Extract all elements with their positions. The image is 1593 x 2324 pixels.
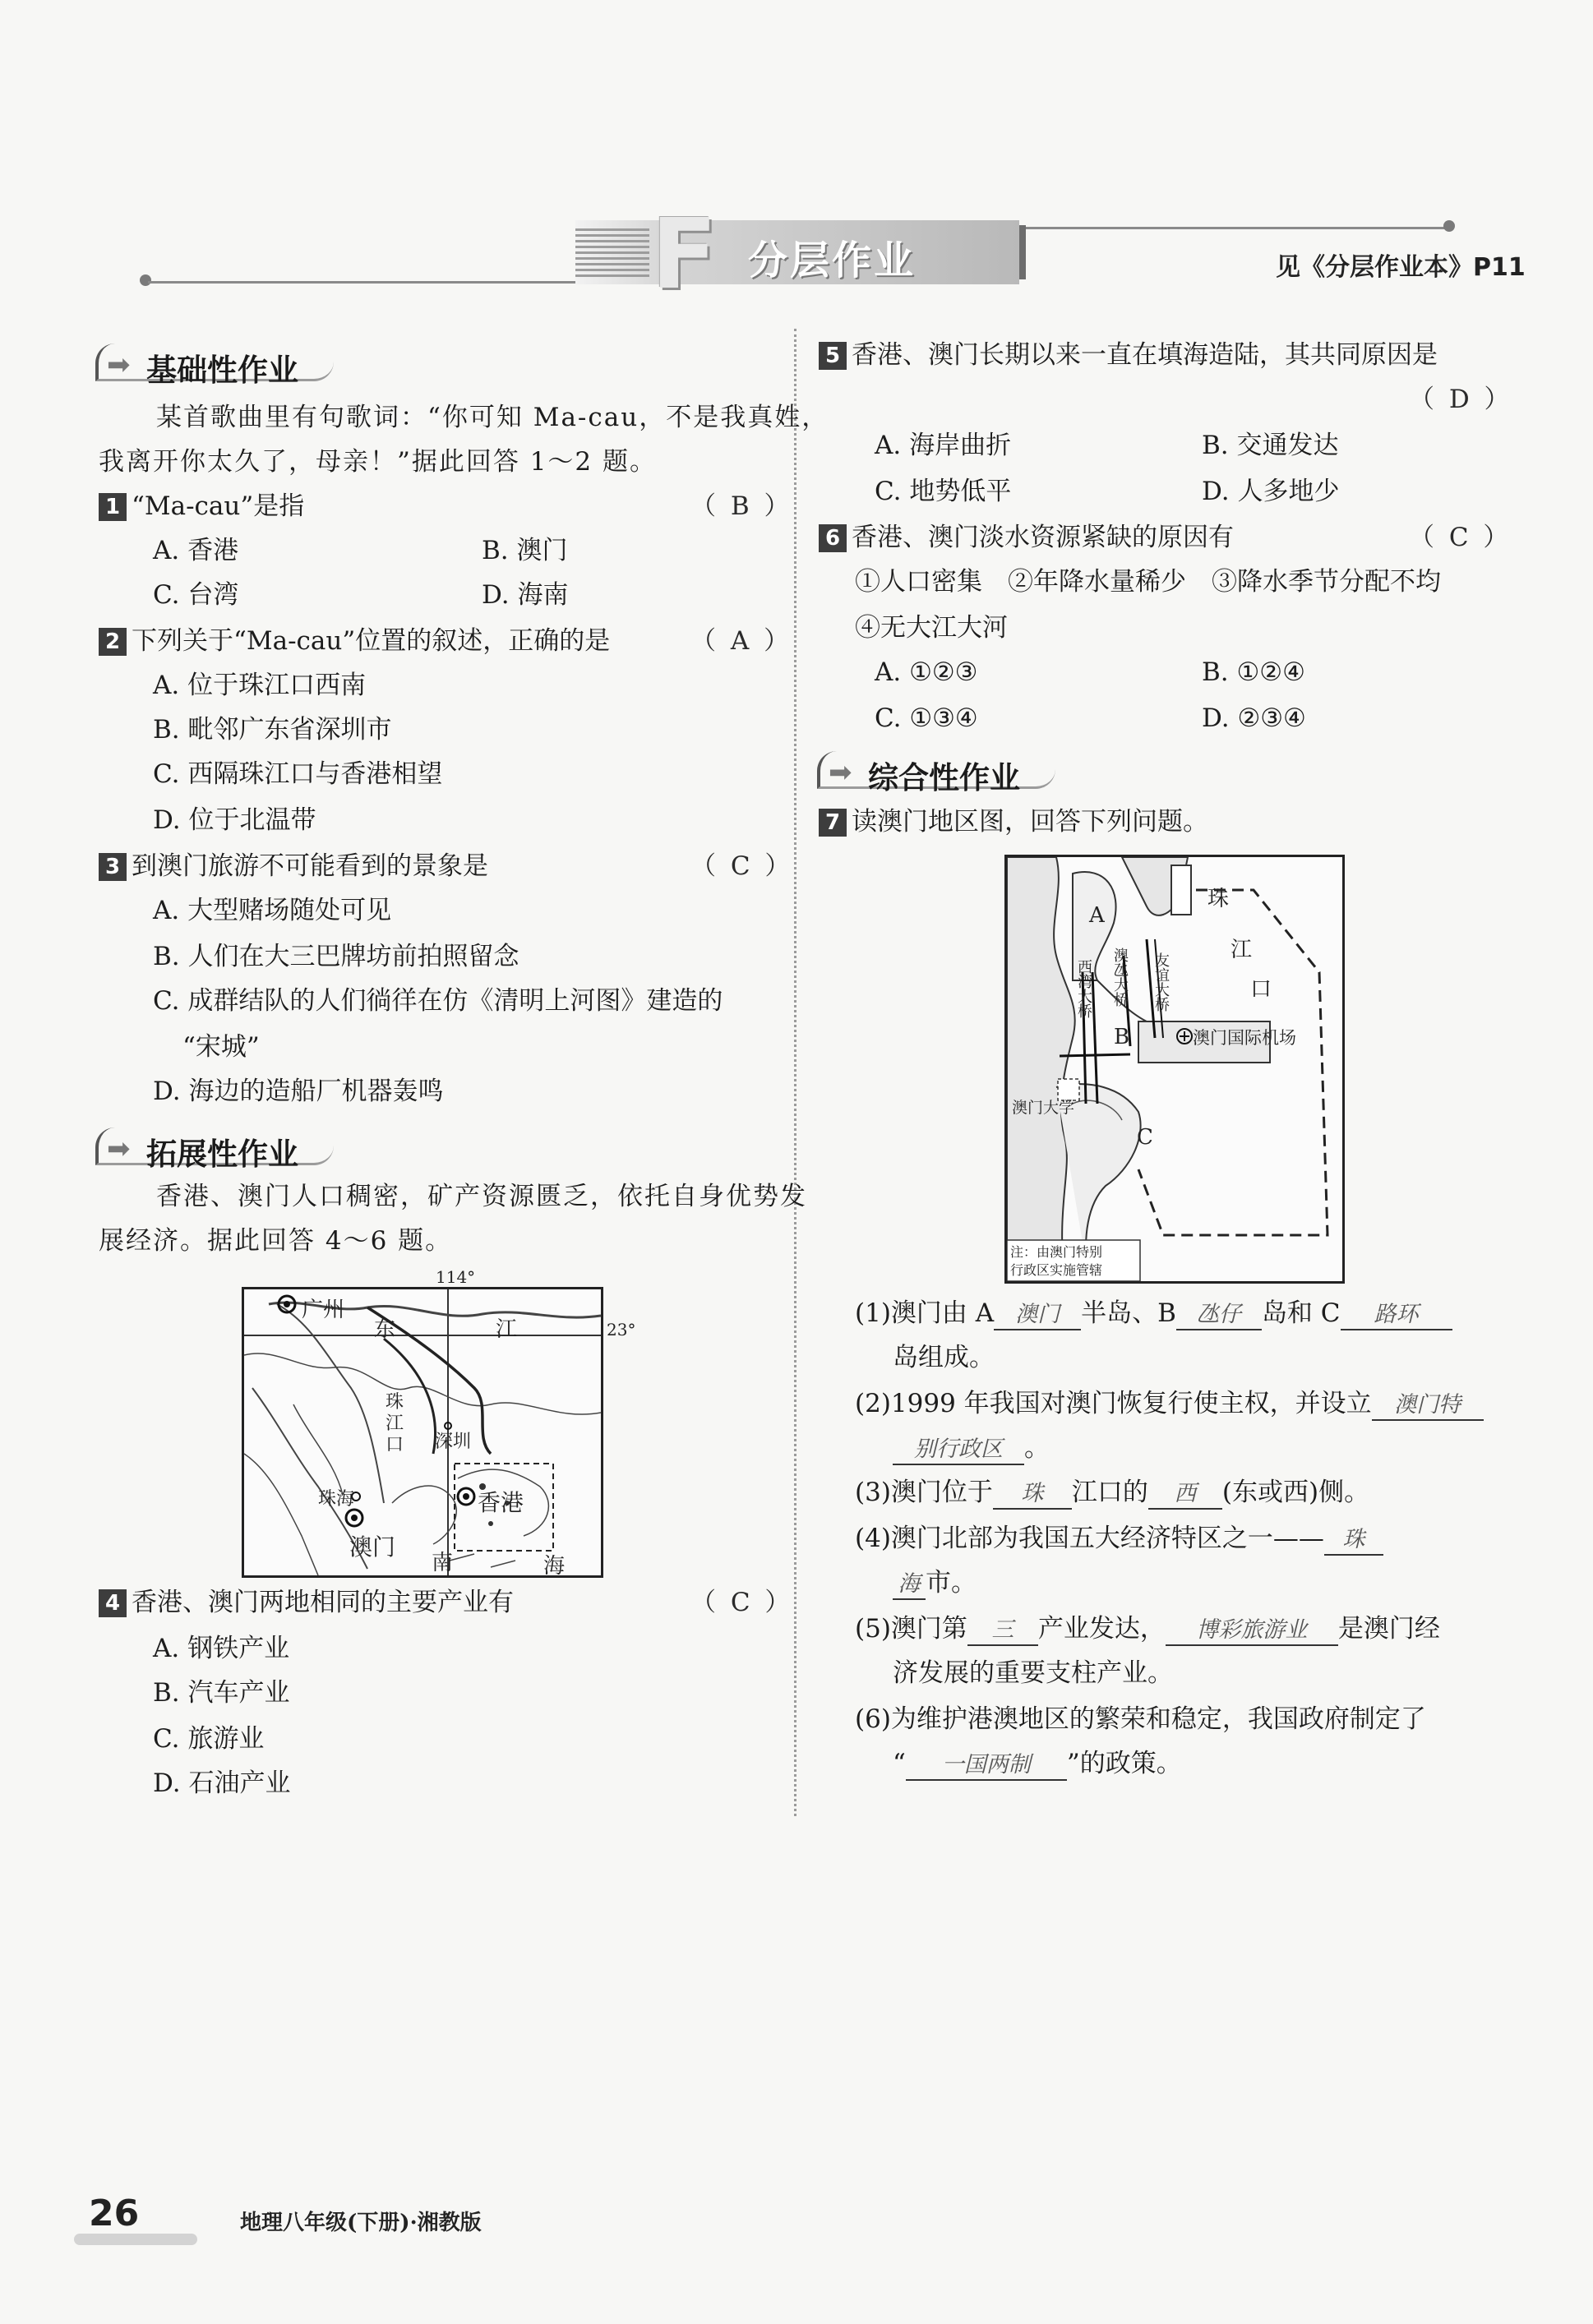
option: D. 海南 — [482, 580, 569, 610]
answer-blank: 博彩旅游业 — [1166, 1616, 1338, 1646]
option-continued: “宋城” — [182, 1032, 260, 1062]
option: C. 旅游业 — [153, 1724, 265, 1754]
section-label: 基础性作业 — [146, 353, 298, 388]
option: A. 香港 — [153, 536, 239, 565]
question-number: 7 — [819, 809, 847, 837]
text: “ — [893, 1749, 906, 1778]
question-answer: （ A ） — [690, 626, 793, 656]
question-5 — [819, 339, 1438, 371]
map-latitude-label: 23° — [607, 1320, 636, 1340]
question-stem: 香港、澳门长期以来一直在填海造陆，其共同原因是 — [852, 340, 1438, 370]
map-label-hongkong: 香港 — [478, 1489, 524, 1516]
arrow-icon: ➡ — [829, 756, 852, 789]
subquestion-4-cont — [893, 1566, 977, 1600]
banner-stripes — [575, 228, 649, 278]
option: D. ②③④ — [1202, 703, 1306, 733]
text: (3)澳门位于 — [855, 1478, 993, 1507]
question-6 — [819, 521, 1234, 554]
map-label-b: B — [1114, 1025, 1130, 1049]
answer-blank: 一国两制 — [906, 1751, 1067, 1781]
column-divider — [794, 329, 796, 1816]
book-title: 地理八年级(下册)·湘教版 — [240, 2211, 482, 2235]
question-stem: 下列关于“Ma-cau”位置的叙述，正确的是 — [132, 626, 611, 656]
map-label-guangzhou: 广州 — [302, 1298, 345, 1322]
header-banner — [575, 197, 1019, 311]
text: 。 — [1024, 1433, 1050, 1463]
intro-text-line: 香港、澳门人口稠密，矿产资源匮乏，依托自身优势发 — [156, 1182, 807, 1211]
text: 半岛、B — [1081, 1298, 1176, 1328]
text: (1)澳门由 A — [855, 1298, 995, 1328]
header-right-rule — [1023, 227, 1450, 229]
statement-list: ①人口密集 ②年降水量稀少 ③降水季节分配不均 — [855, 567, 1441, 597]
option: C. 地势低平 — [875, 477, 1012, 506]
text: 市。 — [926, 1568, 977, 1598]
option: A. 大型赌场随处可见 — [153, 896, 392, 925]
option: C. 台湾 — [153, 580, 239, 610]
question-number: 1 — [99, 493, 127, 521]
intro-text-line: 某首歌曲里有句歌词：“你可知 Ma-cau，不是我真姓， — [156, 403, 829, 432]
option: D. 位于北温带 — [153, 805, 316, 835]
subquestion-1 — [855, 1297, 1452, 1330]
answer-blank: 西 — [1148, 1480, 1222, 1510]
intro-text-line: 展经济。据此回答 4～6 题。 — [99, 1226, 453, 1256]
map-label-nan: 南 — [432, 1551, 454, 1575]
map-label-zhu: 珠 — [386, 1392, 404, 1413]
text: (4)澳门北部为我国五大经济特区之一—— — [855, 1524, 1324, 1553]
map-label-zhuhai: 珠海 — [318, 1489, 355, 1510]
macau-map — [1004, 855, 1345, 1284]
map-label-airport: 澳门国际机场 — [1193, 1028, 1296, 1048]
arrow-icon: ➡ — [107, 348, 131, 381]
question-stem: 到澳门旅游不可能看到的景象是 — [132, 851, 488, 881]
statement-list: ④无大江大河 — [855, 613, 1008, 643]
map-label-a: A — [1089, 903, 1105, 928]
text: ”的政策。 — [1066, 1749, 1182, 1778]
map-label-macau-taipa-bridge: 澳氹大桥 — [1111, 948, 1129, 1007]
question-answer: （ B ） — [690, 491, 793, 521]
answer-blank: 珠 — [1324, 1526, 1383, 1556]
section-extend — [95, 1121, 350, 1170]
map-label-jiang-2: 江 — [386, 1413, 404, 1434]
question-stem: 读澳门地区图，回答下列问题。 — [852, 807, 1208, 837]
banner-title: 分层作业 — [748, 237, 917, 284]
subquestion-5 — [855, 1612, 1440, 1646]
map-label-hai: 海 — [543, 1554, 566, 1579]
text: (5)澳门第 — [855, 1614, 967, 1644]
question-stem: 香港、澳门两地相同的主要产业有 — [132, 1588, 514, 1617]
option: B. 澳门 — [482, 536, 568, 565]
option: B. ①②④ — [1202, 657, 1305, 687]
section-label: 拓展性作业 — [146, 1137, 298, 1172]
map-label-dong: 东 — [374, 1317, 396, 1342]
question-number: 5 — [819, 342, 847, 370]
answer-blank: 氹仔 — [1176, 1301, 1262, 1330]
option: B. 人们在大三巴牌坊前拍照留念 — [153, 942, 519, 971]
answer-blank: 海 — [893, 1570, 926, 1600]
answer-blank: 路环 — [1341, 1301, 1452, 1330]
map-note-line: 注：由澳门特别 — [1010, 1244, 1103, 1260]
subquestion-3 — [855, 1476, 1369, 1510]
option: D. 人多地少 — [1202, 477, 1340, 506]
question-number: 4 — [99, 1589, 127, 1617]
map-label-kou: 口 — [386, 1435, 404, 1455]
banner-end-bar — [1019, 225, 1026, 279]
option: B. 汽车产业 — [153, 1678, 290, 1708]
option: A. 位于珠江口西南 — [153, 671, 367, 700]
map-label-sai-van-bridge: 西湾大桥 — [1075, 959, 1092, 1018]
question-stem: 香港、澳门淡水资源紧缺的原因有 — [852, 523, 1234, 552]
option: B. 毗邻广东省深圳市 — [153, 715, 392, 745]
question-answer: （ D ） — [1409, 385, 1513, 414]
answer-blank: 澳门特 — [1372, 1391, 1484, 1421]
map-label-jiang: 江 — [1231, 938, 1253, 962]
arrow-icon: ➡ — [107, 1132, 131, 1165]
map-label-zhu: 珠 — [1207, 887, 1230, 911]
text: 岛和 C — [1261, 1298, 1341, 1328]
section-basic — [95, 337, 350, 386]
question-4 — [99, 1586, 514, 1619]
map-label-kou: 口 — [1250, 977, 1272, 1002]
subquestion-6-cont — [893, 1747, 1182, 1781]
question-number: 3 — [99, 853, 127, 881]
header-left-dot — [140, 274, 151, 286]
subquestion-2 — [855, 1387, 1484, 1421]
subquestion-4 — [855, 1522, 1383, 1556]
intro-text-line: 我离开你太久了，母亲！”据此回答 1～2 题。 — [99, 447, 658, 477]
map-label-shenzhen: 深圳 — [435, 1432, 472, 1452]
map-label-university: 澳门大学 — [1012, 1099, 1075, 1117]
footer-band — [74, 2234, 197, 2245]
map-label-macau: 澳门 — [349, 1533, 396, 1561]
workbook-reference: 见《分层作业本》P11 — [1276, 253, 1526, 282]
text: 江口的 — [1071, 1478, 1148, 1507]
header-right-dot — [1443, 220, 1455, 232]
question-7 — [819, 805, 1208, 838]
page-number: 26 — [89, 2193, 140, 2234]
answer-blank: 澳门 — [994, 1301, 1081, 1330]
option: C. 西隔珠江口与香港相望 — [153, 759, 443, 789]
answer-blank: 珠 — [993, 1480, 1072, 1510]
pearl-river-delta-map — [242, 1287, 603, 1578]
question-number: 6 — [819, 524, 847, 552]
header-left-rule — [148, 281, 579, 284]
subquestion-6: (6)为维护港澳地区的繁荣和稳定，我国政府制定了 — [855, 1704, 1426, 1734]
subquestion-5-cont: 济发展的重要支柱产业。 — [893, 1658, 1173, 1688]
option: A. 钢铁产业 — [153, 1634, 290, 1663]
question-stem: “Ma-cau”是指 — [132, 491, 305, 521]
option: D. 石油产业 — [153, 1768, 291, 1798]
text: 产业发达， — [1037, 1614, 1166, 1644]
answer-blank: 三 — [967, 1616, 1038, 1646]
option: C. ①③④ — [875, 703, 978, 733]
question-2 — [99, 625, 610, 657]
option: B. 交通发达 — [1202, 431, 1339, 460]
map-label-c: C — [1137, 1125, 1153, 1150]
text: (2)1999 年我国对澳门恢复行使主权，并设立 — [855, 1389, 1372, 1418]
map-label-friendship-bridge: 友谊大桥 — [1152, 952, 1170, 1012]
map-label-jiang: 江 — [496, 1317, 518, 1342]
question-answer: （ C ） — [690, 851, 794, 881]
map-note-line: 行政区实施管辖 — [1010, 1262, 1103, 1278]
delta-map-drawing — [244, 1289, 601, 1575]
macau-map-drawing — [1007, 857, 1342, 1281]
option: D. 海边的造船厂机器轰鸣 — [153, 1077, 444, 1106]
subquestion-2-cont — [893, 1432, 1050, 1465]
option: A. ①②③ — [875, 657, 978, 687]
section-comprehensive — [817, 745, 1072, 794]
option: C. 成群结队的人们徜徉在仿《清明上河图》建造的 — [153, 986, 723, 1016]
option: A. 海岸曲折 — [875, 431, 1012, 460]
text: (东或西)侧。 — [1221, 1478, 1370, 1507]
section-label: 综合性作业 — [868, 760, 1020, 795]
map-longitude-label: 114° — [436, 1267, 476, 1287]
answer-blank: 别行政区 — [893, 1436, 1024, 1465]
text: 是澳门经 — [1337, 1614, 1440, 1644]
question-number: 2 — [99, 628, 127, 656]
question-answer: （ C ） — [1409, 523, 1512, 552]
banner-letter: F — [651, 197, 718, 311]
question-3 — [99, 850, 488, 883]
subquestion-1-cont: 岛组成。 — [893, 1343, 995, 1372]
question-1 — [99, 490, 304, 523]
question-answer: （ C ） — [690, 1588, 794, 1617]
